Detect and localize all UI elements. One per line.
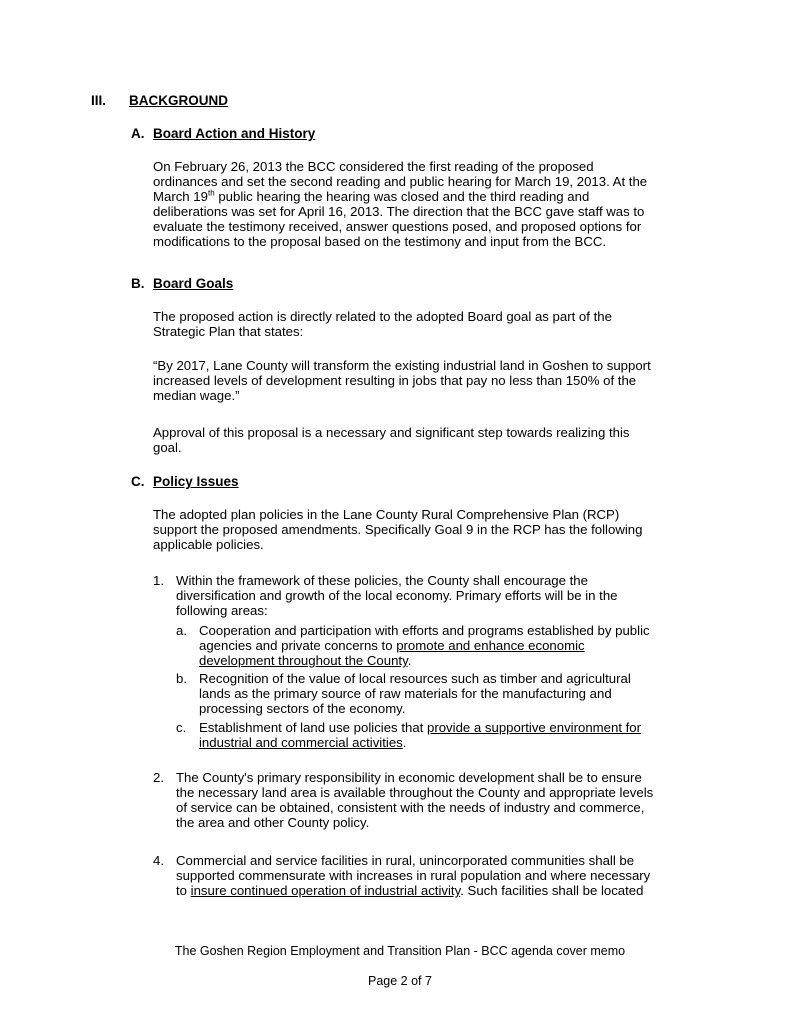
paragraph-line: goal. xyxy=(153,440,182,455)
paragraph-line: processing sectors of the economy. xyxy=(199,701,406,716)
board-goals-quote xyxy=(153,358,713,403)
paragraph-line: The proposed action is directly related to the adopted Board goal as part of the xyxy=(153,309,612,324)
paragraph-line: modifications to the proposal based on the testimony and input from the BCC. xyxy=(153,234,607,249)
subsection-c-title: Policy Issues xyxy=(153,474,239,489)
paragraph-line: support the proposed amendments. Specifically Goal 9 in the RCP has the following xyxy=(153,522,643,537)
text-run: . xyxy=(402,735,407,750)
paragraph-line: supported commensurate with increases in rural population and where necessary xyxy=(176,868,651,883)
policy-4-text xyxy=(176,853,716,898)
paragraph-line xyxy=(153,189,713,204)
paragraph-line: ordinances and set the second reading and public hearing for March 19, 2013. At the xyxy=(153,174,648,189)
policy-1b-letter: b. xyxy=(176,671,187,686)
paragraph-line: The County's primary responsibility in economic development shall be to ensure xyxy=(176,770,642,785)
text-run: March 19 xyxy=(153,189,208,204)
paragraph-line xyxy=(199,653,719,668)
paragraph-line: The adopted plan policies in the Lane County Rural Comprehensive Plan (RCP) xyxy=(153,507,620,522)
underlined-text: provide a supportive environment for xyxy=(426,720,642,735)
policy-1c-letter: c. xyxy=(176,720,187,735)
footer-title: The Goshen Region Employment and Transition Plan - BCC agenda cover memo xyxy=(174,944,626,958)
subsection-c-letter: C. xyxy=(131,474,145,489)
paragraph-line: Within the framework of these policies, the County shall encourage the xyxy=(176,573,588,588)
text-run: . Such facilities shall be located xyxy=(460,883,644,898)
paragraph-line: lands as the primary source of raw materials for the manufacturing and xyxy=(199,686,612,701)
subsection-a-letter: A. xyxy=(131,126,145,141)
policy-issues-paragraph xyxy=(153,507,713,552)
paragraph-line xyxy=(199,638,719,653)
paragraph-line: deliberations was set for April 16, 2013. The direction that the BCC gave staff was to xyxy=(153,204,645,219)
subsection-a-title: Board Action and History xyxy=(153,126,316,141)
paragraph-line: median wage.” xyxy=(153,388,240,403)
text-run: to xyxy=(176,883,191,898)
paragraph-line: On February 26, 2013 the BCC considered the first reading of the proposed xyxy=(153,159,594,174)
paragraph-line: evaluate the testimony received, answer questions posed, and proposed options for xyxy=(153,219,642,234)
paragraph-line: the area and other County policy. xyxy=(176,815,370,830)
page-number: Page 2 of 7 xyxy=(368,974,432,988)
board-goals-paragraph-3 xyxy=(153,425,713,455)
policy-1-number: 1. xyxy=(153,573,164,588)
subsection-b-title: Board Goals xyxy=(153,276,234,291)
policy-2-number: 2. xyxy=(153,770,164,785)
paragraph-line: “By 2017, Lane County will transform the existing industrial land in Goshen to support xyxy=(153,358,651,373)
paragraph-line: increased levels of development resulting in jobs that pay no less than 150% of the xyxy=(153,373,637,388)
policy-1-text xyxy=(176,573,716,618)
paragraph-line: Strategic Plan that states: xyxy=(153,324,304,339)
underlined-text: development throughout the County xyxy=(199,653,408,668)
paragraph-line: Cooperation and participation with efforts and programs established by public xyxy=(199,623,650,638)
paragraph-line: Approval of this proposal is a necessary and significant step towards realizing this xyxy=(153,425,630,440)
policy-1b-text xyxy=(199,671,719,716)
text-run: Establishment of land use policies that xyxy=(199,720,427,735)
policy-1c-text xyxy=(199,720,719,750)
paragraph-line: Commercial and service facilities in rural, unincorporated communities shall be xyxy=(176,853,635,868)
paragraph-line xyxy=(199,720,719,735)
policy-4-number: 4. xyxy=(153,853,164,868)
text-run: public hearing the hearing was closed and the third reading and xyxy=(214,189,590,204)
board-goals-paragraph-1 xyxy=(153,309,713,339)
paragraph-line: Recognition of the value of local resources such as timber and agricultural xyxy=(199,671,631,686)
underlined-text: insure continued operation of industrial activity xyxy=(190,883,461,898)
policy-1a-letter: a. xyxy=(176,623,187,638)
paragraph-line: of service can be obtained, consistent with the needs of industry and commerce, xyxy=(176,800,645,815)
paragraph-line: the necessary land area is available throughout the County and appropriate levels xyxy=(176,785,654,800)
policy-2-text xyxy=(176,770,716,830)
underlined-text: industrial and commercial activities xyxy=(199,735,403,750)
paragraph-line xyxy=(176,883,716,898)
paragraph-line xyxy=(199,735,719,750)
subsection-b-letter: B. xyxy=(131,276,145,291)
text-run: agencies and private concerns to xyxy=(199,638,397,653)
section-title: BACKGROUND xyxy=(129,93,228,108)
underlined-text: promote and enhance economic xyxy=(396,638,585,653)
paragraph-line: applicable policies. xyxy=(153,537,264,552)
superscript: th xyxy=(207,188,215,198)
text-run: . xyxy=(407,653,412,668)
section-number: III. xyxy=(91,93,107,108)
paragraph-line: diversification and growth of the local economy. Primary efforts will be in the xyxy=(176,588,618,603)
board-action-paragraph xyxy=(153,159,713,249)
paragraph-line: following areas: xyxy=(176,603,268,618)
policy-1a-text xyxy=(199,623,719,668)
